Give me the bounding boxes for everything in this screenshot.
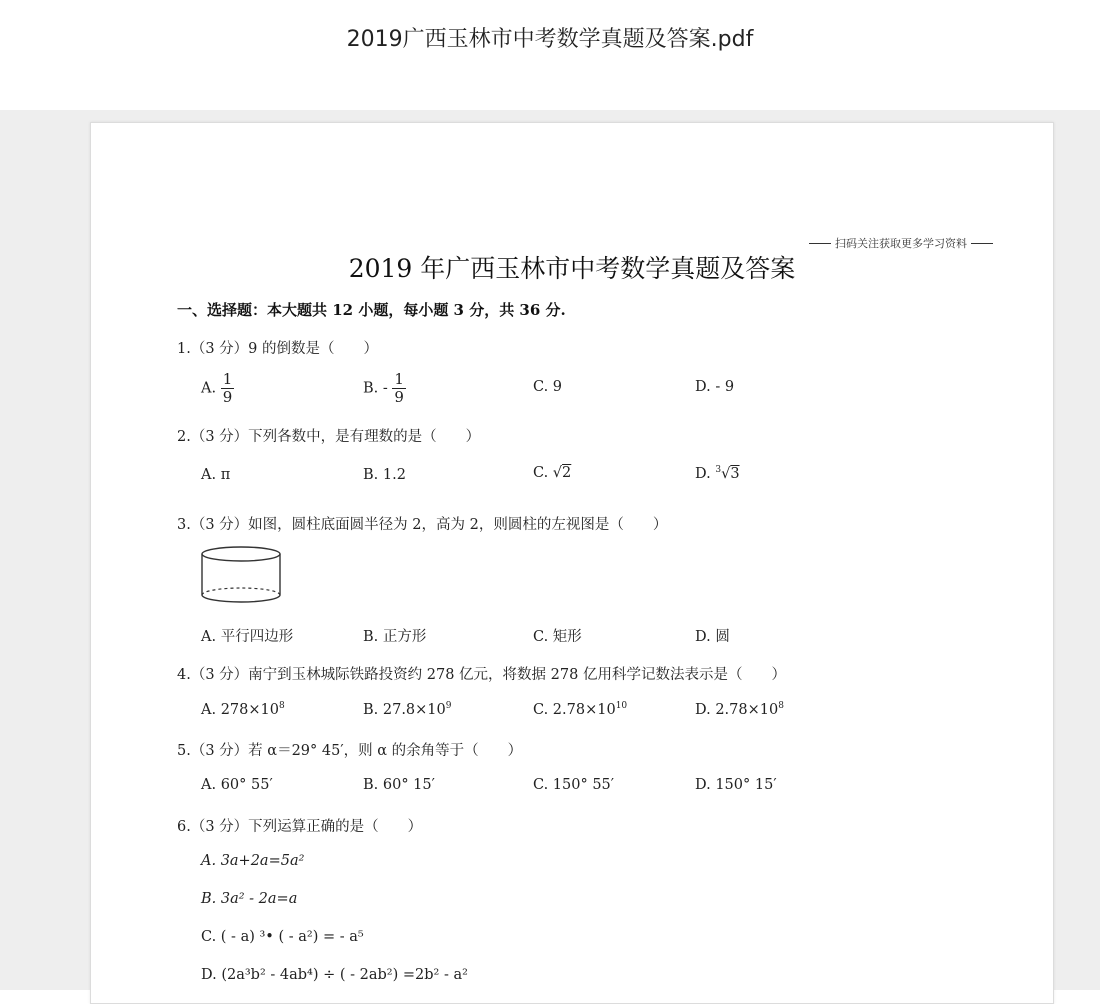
question-4-option-c xyxy=(533,701,627,718)
exponent: 8 xyxy=(278,701,285,711)
question-1-stem: 1.（3 分）9 的倒数是（ ） xyxy=(177,341,379,357)
question-1-option-a xyxy=(201,371,234,406)
exponent: 8 xyxy=(778,701,784,711)
fraction xyxy=(392,371,406,406)
sqrt-icon: √ xyxy=(552,465,563,481)
question-2-option-c xyxy=(533,465,571,481)
question-5-stem: 5.（3 分）若 α＝29° 45′，则 α 的余角等于（ ） xyxy=(177,743,523,759)
question-5-option-a: A. 60° 55′ xyxy=(201,777,273,793)
exponent: 9 xyxy=(445,701,452,711)
question-3-option-b: B. 正方形 xyxy=(363,629,427,645)
option-label: C. xyxy=(533,465,549,481)
watermark-text: 扫码关注获取更多学习资料 xyxy=(835,237,967,250)
question-5-option-d: D. 150° 15′ xyxy=(695,777,777,793)
question-4-option-d xyxy=(695,701,784,718)
exam-title: 2019 年广西玉林市中考数学真题及答案 xyxy=(348,254,796,283)
question-2-stem: 2.（3 分）下列各数中，是有理数的是（ ） xyxy=(177,429,481,445)
radicand: 2 xyxy=(562,465,572,481)
question-6-stem: 6.（3 分）下列运算正确的是（ ） xyxy=(177,819,423,835)
option-label: B. - xyxy=(363,380,388,397)
question-6-option-a: A. 3a+2a=5a² xyxy=(201,853,305,869)
radicand: 3 xyxy=(730,465,740,482)
document-file-title: 2019广西玉林市中考数学真题及答案.pdf xyxy=(346,27,754,52)
question-4-option-b xyxy=(363,701,452,718)
sqrt-icon: √ xyxy=(721,465,731,482)
option-label: D. xyxy=(695,465,711,482)
question-4-option-a xyxy=(201,701,285,718)
option-text: D. 2.78×10 xyxy=(695,701,779,718)
fraction xyxy=(221,371,235,406)
question-3-option-a: A. 平行四边形 xyxy=(201,629,294,645)
root-index: 3 xyxy=(715,465,722,475)
option-label: A. xyxy=(201,380,217,397)
watermark-line-right xyxy=(971,243,993,244)
question-3-option-c: C. 矩形 xyxy=(533,629,582,645)
question-1-option-c: C. 9 xyxy=(533,379,563,395)
question-5-option-b: B. 60° 15′ xyxy=(363,777,435,793)
cylinder-figure xyxy=(199,545,283,607)
question-3-stem: 3.（3 分）如图，圆柱底面圆半径为 2，高为 2，则圆柱的左视图是（ ） xyxy=(177,517,668,533)
question-3-option-d: D. 圆 xyxy=(695,629,730,645)
question-6-option-d: D. (2a³b² - 4ab⁴) ÷ ( - 2ab²) =2b² - a² xyxy=(201,967,468,983)
watermark-line-left xyxy=(809,243,831,244)
option-text: A. 278×10 xyxy=(201,701,279,718)
question-5-option-c: C. 150° 55′ xyxy=(533,777,615,793)
pdf-page xyxy=(90,122,1054,1004)
section-heading: 一、选择题：本大题共 12 小题，每小题 3 分，共 36 分. xyxy=(177,301,566,319)
option-text: B. 27.8×10 xyxy=(363,701,446,718)
question-4-stem: 4.（3 分）南宁到玉林城际铁路投资约 278 亿元，将数据 278 亿用科学记数法表示是（ ） xyxy=(177,667,786,683)
exponent: 10 xyxy=(615,701,628,711)
question-2-option-d xyxy=(695,465,740,482)
numerator: 1 xyxy=(394,370,404,388)
question-1-option-d: D. - 9 xyxy=(695,379,735,395)
numerator: 1 xyxy=(222,370,233,388)
question-2-option-a: A. π xyxy=(201,467,231,483)
question-2-option-b: B. 1.2 xyxy=(363,467,406,483)
title-bar xyxy=(0,0,1100,110)
denominator: 9 xyxy=(394,388,404,406)
question-6-option-c: C. ( - a) ³• ( - a²) = - a⁵ xyxy=(201,929,364,945)
question-6-option-b: B. 3a² - 2a=a xyxy=(201,891,298,907)
option-text: C. 2.78×10 xyxy=(533,701,616,718)
question-1-option-b xyxy=(363,371,406,406)
denominator: 9 xyxy=(222,388,233,406)
